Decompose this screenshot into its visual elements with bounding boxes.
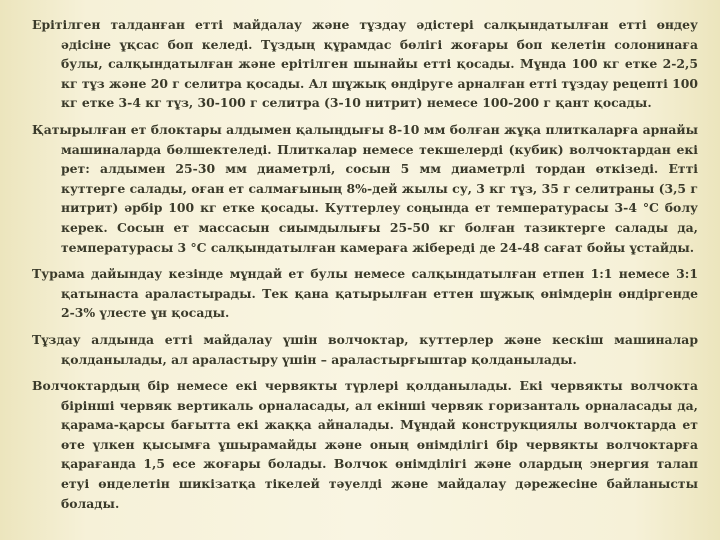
paragraph-4: Тұздау алдында етті майдалау үшін волчоктар, куттерлер және кескіш машиналар қолданылады, ал араластыру үшін – араластырғыштар қолданылады. (32, 331, 698, 367)
paragraph-1: Ерітілген талданған етті майдалау және тұздау әдістері салқындатылған етті өндеу әдісіне ұқсас боп келеді. Тұздың құрамдас бөлігі жоғары боп келетін солонинаға булы, салқындатылған және ерітілген шынайы етті қосады. Мұнда 100 кг етке 2-2,5 кг тұз және 20 г селитра қосады. Ал шұжық өндіруге арналған етті тұздау рецепті 100 кг етке 3-4 кг тұз, 30-100 г селитра (3-10 нитрит) немесе 100-200 г қант қосады. (32, 17, 698, 111)
paragraph-5: Волчоктардың бір немесе екі червякты түрлері қолданылады. Екі червякты волчокта бірінші червяк вертикаль орналасады, ал екінші червяк горизанталь орналасады да, қарама-қарсы бағытта екі жаққа айналады. Мұндай конструкциялы волчоктарда ет өте үлкен қысымға ұшырамайды және оның өнімділігі бір червякты волчоктарға қарағанда 1,5 есе жоғары болады. Волчок өнімділігі және олардың энергия талап етуі өнделетін шикізатқа тікелей тәуелді және майдалау дәрежесіне байланысты болады. (32, 378, 698, 511)
paragraph-3: Турама дайындау кезінде мұндай ет булы немесе салқындатылған етпен 1:1 немесе 3:1 қатынаста араластырады. Тек қана қатырылған еттен шұжық өнімдерін өндіргенде 2-3% үлесте ұн қосады. (32, 266, 698, 321)
paragraph-2: Қатырылған ет блоктары алдымен қалыңдығы 8-10 мм болған жұқа плиткаларға арнайы машиналарда бөлшектеледі. Плиткалар немесе текшелерді (кубик) волчоктардан екі рет: алдымен 25-30 мм диаметрлі, сосын 5 мм диаметрлі тордан өткізеді. Етті куттерге салады, оған ет салмағының 8%-дей жылы су, 3 кг тұз, 35 г селитраны (3,5 г нитрит) әрбір 100 кг етке қосады. Куттерлеу соңында ет температурасы 3-4 °С болу керек. Сосын ет массасын сиымдылығы 25-50 кг болған тазиктерге салады да, температурасы 3 °С салқындатылған камераға жібереді де 24-48 сағат бойы ұстайды. (32, 121, 698, 255)
text-body (32, 15, 698, 513)
